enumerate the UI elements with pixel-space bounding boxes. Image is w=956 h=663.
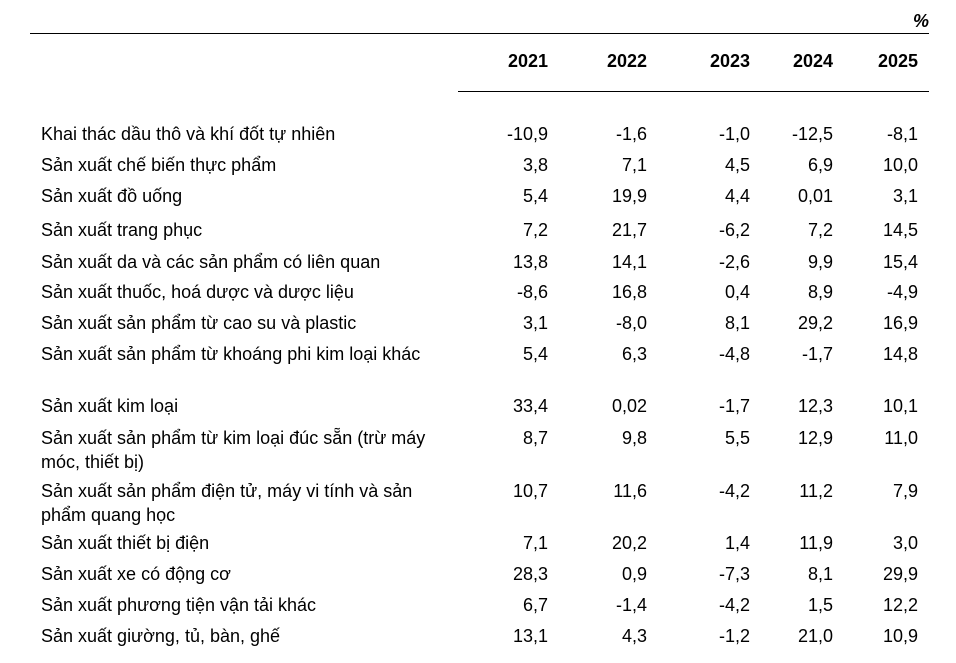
cell-2025: 3,1: [892, 186, 918, 206]
cell-2023: 4,5: [724, 155, 750, 175]
cell-2025: 12,2: [882, 595, 918, 615]
cell-2025: 14,5: [882, 220, 918, 240]
top-rule: [30, 33, 929, 34]
cell-2024: 11,9: [799, 533, 833, 553]
cell-2021: 7,2: [522, 220, 548, 240]
cell-2025: 10,0: [882, 155, 918, 175]
row-label: Khai thác dầu thô và khí đốt tự nhiên: [41, 124, 336, 144]
cell-2024: 7,2: [807, 220, 833, 240]
cell-2022: 0,02: [611, 396, 647, 416]
header-rule: [458, 91, 929, 92]
cell-2023: -4,8: [718, 344, 750, 364]
cell-2022: 7,1: [621, 155, 647, 175]
row-label: Sản xuất da và các sản phẩm có liên quan: [41, 252, 381, 272]
cell-2021: 8,7: [522, 428, 548, 448]
year-header-2022: 2022: [606, 51, 647, 71]
cell-2021: 6,7: [522, 595, 548, 615]
cell-2022: 21,7: [611, 220, 647, 240]
cell-2025: -4,9: [886, 282, 918, 302]
row-label: Sản xuất chế biến thực phẩm: [41, 155, 277, 175]
row-label: Sản xuất giường, tủ, bàn, ghế: [41, 626, 281, 646]
cell-2024: 6,9: [807, 155, 833, 175]
row-label: Sản xuất phương tiện vận tải khác: [41, 595, 317, 615]
cell-2021: 5,4: [522, 344, 548, 364]
cell-2025: 16,9: [882, 313, 918, 333]
cell-2023: 5,5: [724, 428, 750, 448]
cell-2021: 13,1: [512, 626, 548, 646]
cell-2021: 5,4: [522, 186, 548, 206]
cell-2023: -7,3: [718, 564, 750, 584]
row-label: Sản xuất đồ uống: [41, 186, 183, 206]
row-label: Sản xuất sản phẩm điện tử, máy vi tính và sản phẩm quang học: [41, 481, 413, 525]
cell-2021: 13,8: [512, 252, 548, 272]
cell-2025: 7,9: [892, 481, 918, 501]
cell-2023: -4,2: [718, 481, 750, 501]
cell-2024: -1,7: [801, 344, 833, 364]
cell-2021: 33,4: [512, 396, 548, 416]
cell-2024: 11,2: [799, 481, 833, 501]
cell-2025: 3,0: [892, 533, 918, 553]
cell-2023: -4,2: [718, 595, 750, 615]
cell-2023: -2,6: [718, 252, 750, 272]
cell-2025: 11,0: [884, 428, 918, 448]
cell-2023: -1,7: [718, 396, 750, 416]
year-header-2023: 2023: [709, 51, 750, 71]
cell-2024: 9,9: [807, 252, 833, 272]
cell-2023: 8,1: [724, 313, 750, 333]
cell-2021: 10,7: [512, 481, 548, 501]
cell-2024: 12,3: [797, 396, 833, 416]
cell-2023: -1,2: [718, 626, 750, 646]
row-label: Sản xuất trang phục: [41, 220, 203, 240]
row-label: Sản xuất xe có động cơ: [41, 564, 231, 584]
row-label: Sản xuất sản phẩm từ cao su và plastic: [41, 313, 357, 333]
cell-2022: 4,3: [621, 626, 647, 646]
cell-2021: -8,6: [516, 282, 548, 302]
cell-2023: 4,4: [724, 186, 750, 206]
cell-2024: 1,5: [807, 595, 833, 615]
cell-2021: 28,3: [512, 564, 548, 584]
row-label: Sản xuất sản phẩm từ khoáng phi kim loại khác: [41, 344, 421, 364]
cell-2025: 10,9: [882, 626, 918, 646]
cell-2022: 0,9: [621, 564, 647, 584]
row-label: Sản xuất kim loại: [41, 396, 179, 416]
row-label: Sản xuất thiết bị điện: [41, 533, 210, 553]
cell-2022: -8,0: [615, 313, 647, 333]
cell-2022: 11,6: [613, 481, 647, 501]
year-header-2021: 2021: [507, 51, 548, 71]
cell-2021: 3,1: [522, 313, 548, 333]
cell-2022: 16,8: [611, 282, 647, 302]
row-label: Sản xuất sản phẩm từ kim loại đúc sẵn (trừ máy móc, thiết bị): [41, 428, 426, 472]
cell-2025: 14,8: [882, 344, 918, 364]
cell-2024: 12,9: [797, 428, 833, 448]
cell-2024: 21,0: [797, 626, 833, 646]
cell-2022: 20,2: [611, 533, 647, 553]
year-header-2024: 2024: [792, 51, 833, 71]
cell-2024: 0,01: [797, 186, 833, 206]
cell-2023: 1,4: [724, 533, 750, 553]
cell-2021: -10,9: [506, 124, 548, 144]
cell-2022: 19,9: [611, 186, 647, 206]
unit-label: %: [912, 11, 929, 31]
cell-2025: -8,1: [886, 124, 918, 144]
cell-2022: -1,4: [615, 595, 647, 615]
cell-2023: 0,4: [724, 282, 750, 302]
cell-2022: 14,1: [611, 252, 647, 272]
year-header-2025: 2025: [877, 51, 918, 71]
cell-2025: 15,4: [882, 252, 918, 272]
cell-2022: 6,3: [621, 344, 647, 364]
cell-2023: -6,2: [718, 220, 750, 240]
cell-2025: 10,1: [882, 396, 918, 416]
cell-2024: 8,1: [807, 564, 833, 584]
cell-2024: 29,2: [797, 313, 833, 333]
cell-2021: 7,1: [522, 533, 548, 553]
cell-2024: 8,9: [807, 282, 833, 302]
cell-2022: -1,6: [615, 124, 647, 144]
cell-2025: 29,9: [882, 564, 918, 584]
cell-2021: 3,8: [522, 155, 548, 175]
cell-2023: -1,0: [718, 124, 750, 144]
cell-2024: -12,5: [791, 124, 833, 144]
cell-2022: 9,8: [621, 428, 647, 448]
row-label: Sản xuất thuốc, hoá dược và dược liệu: [41, 282, 354, 302]
